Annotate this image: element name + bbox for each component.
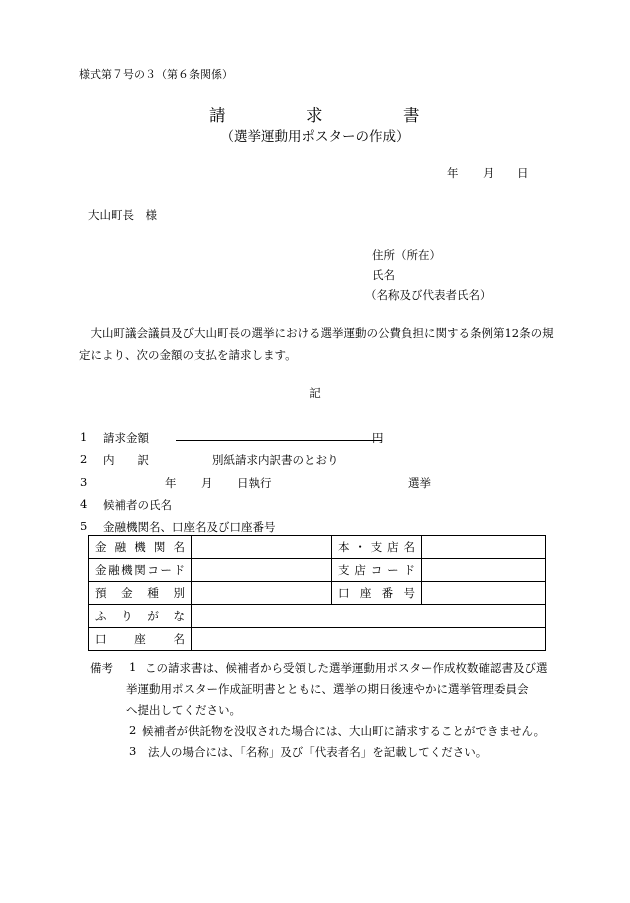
label-char: 機 <box>134 540 146 554</box>
bank-name-label <box>89 536 192 559</box>
item-2-label: 内 訳 <box>103 453 149 467</box>
branch-code-text <box>338 562 415 578</box>
title-char-3: 書 <box>403 106 420 125</box>
deposit-type-label <box>89 582 192 605</box>
label-char: コ <box>370 563 383 577</box>
item-4-label: 候補者の氏名 <box>103 498 172 512</box>
note-3-text: 法人の場合には、「名称」及び「代表者名」を記載してください。 <box>148 745 488 759</box>
item-1-number: 1 <box>80 430 88 444</box>
item-5-number: 5 <box>80 519 88 533</box>
branch-name-label <box>332 536 422 559</box>
item-3-election: 選挙 <box>408 476 431 490</box>
table-row <box>89 605 546 628</box>
request-statement: 大山町議会議員及び大山町長の選挙における選挙運動の公費負担に関する条例第12条の規定により、次の金額の支払を請求します。 <box>79 326 554 362</box>
item-3-year: 年 <box>165 476 177 490</box>
item-2-number: 2 <box>80 452 88 466</box>
item-1-label: 請求金額 <box>103 431 149 445</box>
label-char: 金 <box>121 586 133 600</box>
label-char: 口 <box>95 632 107 646</box>
deposit-type-text <box>95 585 185 601</box>
amount-unit: 円 <box>372 431 384 445</box>
label-char: 種 <box>147 586 159 600</box>
deposit-type-field[interactable] <box>192 582 332 605</box>
label-char: コ <box>147 563 159 577</box>
notes-label: 備考 <box>90 661 113 675</box>
note-1-line-2: 挙運動用ポスター作成証明書とともに、選挙の期日後速やかに選挙管理委員会 <box>126 682 529 696</box>
branch-code-label <box>332 559 422 582</box>
label-char: 関 <box>134 563 146 577</box>
table-row <box>89 536 546 559</box>
item-5-label: 金融機関名、口座名及び口座番号 <box>103 520 276 534</box>
label-char: 名 <box>173 632 185 646</box>
table-row <box>89 582 546 605</box>
label-char: 関 <box>153 540 166 554</box>
item-3-number: 3 <box>80 475 88 489</box>
furigana-label <box>89 605 192 628</box>
amount-underline <box>176 440 382 441</box>
bank-code-field[interactable] <box>192 559 332 582</box>
label-char: な <box>173 609 185 623</box>
account-name-text <box>95 631 185 647</box>
document-subtitle: （選挙運動用ポスターの作成） <box>220 129 410 145</box>
furigana-text <box>95 608 185 624</box>
label-char: 預 <box>95 586 107 600</box>
label-char: 名 <box>173 540 185 554</box>
account-name-field[interactable] <box>192 628 546 651</box>
label-char: 機 <box>121 563 133 577</box>
account-number-text <box>338 585 415 601</box>
title-char-2: 求 <box>306 106 323 125</box>
label-char: 本 <box>338 540 350 554</box>
address-label: 住所（所在） <box>372 248 441 262</box>
form-number: 様式第７号の３（第６条関係） <box>79 68 233 81</box>
name-note: （名称及び代表者氏名） <box>365 288 492 302</box>
label-char: ド <box>173 563 185 577</box>
furigana-field[interactable] <box>192 605 546 628</box>
note-2-number: 2 <box>129 723 137 737</box>
note-1-number: 1 <box>129 660 137 674</box>
label-char: 口 <box>338 586 350 600</box>
addressee: 大山町長 様 <box>88 208 157 222</box>
label-char: が <box>147 609 159 623</box>
label-char: 融 <box>114 540 127 554</box>
note-1-line-3: へ提出してください。 <box>126 703 241 717</box>
label-char: 店 <box>354 563 366 577</box>
bank-account-table <box>88 535 546 651</box>
label-char: り <box>121 609 133 623</box>
bank-name-text <box>95 539 185 555</box>
note-2-text: 候補者が供託物を没収された場合には、大山町に請求することができません。 <box>142 724 546 738</box>
label-char: 名 <box>403 540 415 554</box>
account-name-label <box>89 628 192 651</box>
item-3-held: 日執行 <box>237 476 272 490</box>
name-label: 氏名 <box>372 268 395 282</box>
label-char: ー <box>387 563 399 577</box>
label-char: 店 <box>387 540 399 554</box>
item-3-month: 月 <box>201 476 213 490</box>
item-2-value: 別紙請求内訳書のとおり <box>212 453 339 467</box>
branch-name-field[interactable] <box>422 536 546 559</box>
label-char: ー <box>160 563 172 577</box>
bank-code-text <box>95 562 185 578</box>
date-day: 日 <box>517 166 529 180</box>
note-1-line-1: この請求書は、候補者から受領した選挙運動用ポスター作成枚数確認書及び選 <box>145 661 548 675</box>
label-char: 支 <box>338 563 350 577</box>
document-title <box>0 102 630 125</box>
account-number-field[interactable] <box>422 582 546 605</box>
item-4-number: 4 <box>80 497 88 511</box>
label-char: 支 <box>370 540 383 554</box>
label-char: 金 <box>95 563 107 577</box>
label-char: 座 <box>134 632 146 646</box>
ki-heading: 記 <box>309 386 321 400</box>
label-char: ド <box>403 563 415 577</box>
table-row <box>89 628 546 651</box>
title-char-1: 請 <box>209 106 226 125</box>
note-3-number: 3 <box>129 744 137 758</box>
label-char: 融 <box>108 563 120 577</box>
account-number-label <box>332 582 422 605</box>
bank-code-label <box>89 559 192 582</box>
label-char: ふ <box>95 609 107 623</box>
label-char: 番 <box>381 586 394 600</box>
table-row <box>89 559 546 582</box>
label-char: 別 <box>173 586 185 600</box>
label-char: ・ <box>354 540 366 554</box>
branch-code-field[interactable] <box>422 559 546 582</box>
date-year: 年 <box>447 166 459 180</box>
label-char: 金 <box>95 540 107 554</box>
bank-name-field[interactable] <box>192 536 332 559</box>
branch-name-text <box>338 539 415 555</box>
label-char: 座 <box>359 586 372 600</box>
date-month: 月 <box>483 166 495 180</box>
label-char: 号 <box>403 586 415 600</box>
